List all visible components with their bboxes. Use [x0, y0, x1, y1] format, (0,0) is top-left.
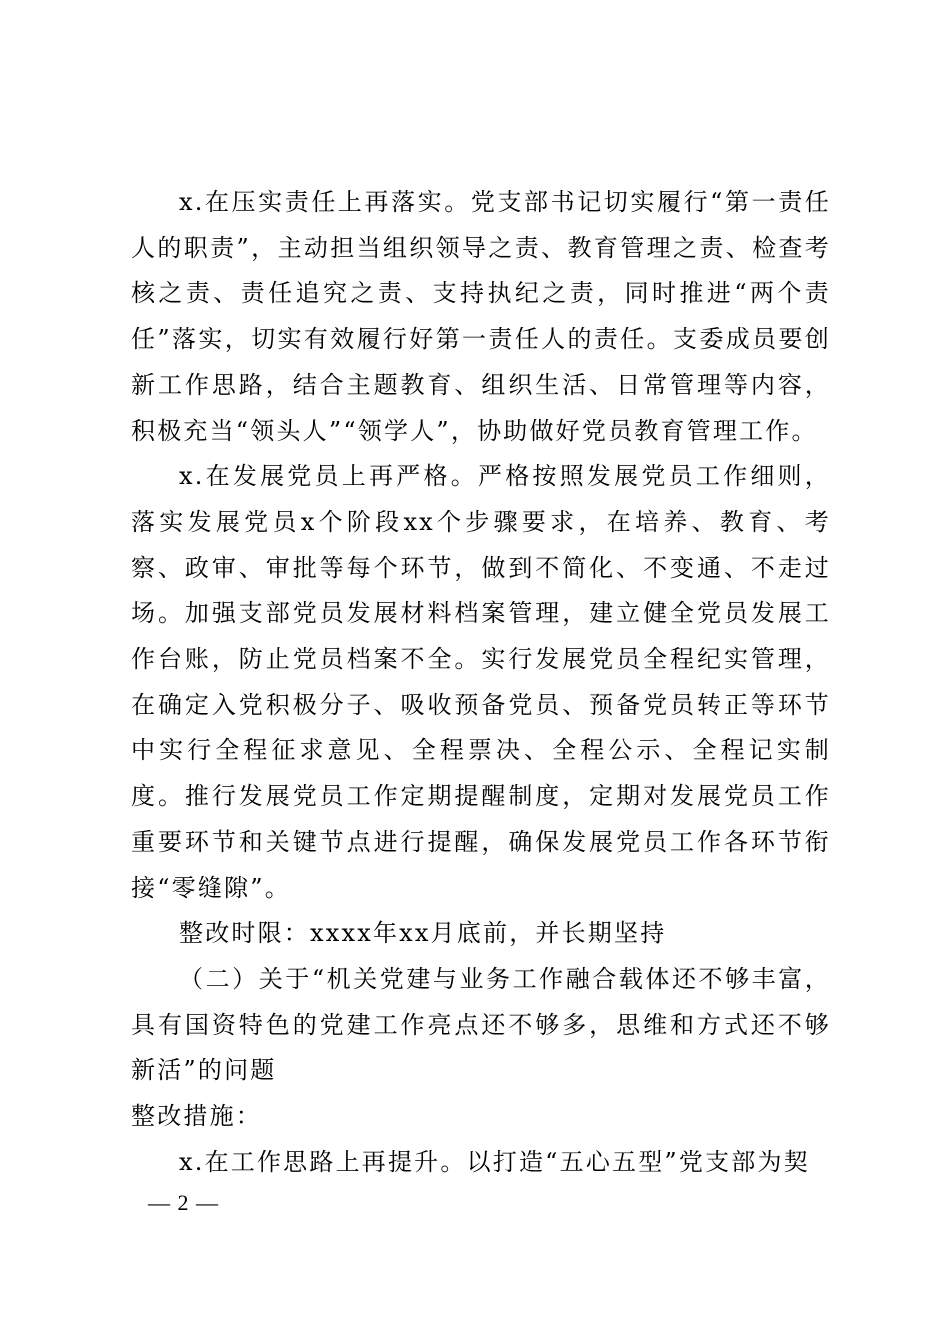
paragraph-work-ideas: x.在工作思路上再提升。以打造“五心五型”党支部为契 [179, 1147, 810, 1176]
paragraph-measures-label: 整改措施： [131, 1102, 262, 1131]
paragraph-member-development: x.在发展党员上再严格。严格按照发展党员工作细则，落实发展党员x个阶段xx个步骤要求，在培养、教育、考察、政审、审批等每个环节，做到不简化、不变通、不走过场。加强支部党员发展材料档案管理，建立健全党员发展工作台账，防止党员档案不全。实行发展党员全程纪实管理，在确定入党积极分子、吸收预备党员、预备党员转正等环节中实行全程征求意见、全程票决、全程公示、全程记实制度。推行发展党员工作定期提醒制度，定期对发展党员工作重要环节和关键节点进行提醒，确保发展党员工作各环节衔接“零缝隙”。 [131, 462, 831, 902]
page-number: — 2 — [148, 1190, 219, 1215]
paragraph-deadline: 整改时限：xxxx年xx月底前，并长期坚持 [179, 919, 667, 948]
paragraph-responsibility: x.在压实责任上再落实。党支部书记切实履行“第一责任人的职责”，主动担当组织领导之责、教育管理之责、检查考核之责、责任追究之责、支持执纪之责，同时推进“两个责任”落实，切实有效履行好第一责任人的责任。支委成员要创新工作思路，结合主题教育、组织生活、日常管理等内容，积极充当“领头人”“领学人”，协助做好党员教育管理工作。 [131, 188, 831, 445]
section-heading-issue-two: （二）关于“机关党建与业务工作融合载体还不够丰富，具有国资特色的党建工作亮点还不够多，思维和方式还不够新活”的问题 [131, 964, 831, 1085]
document-body [131, 180, 831, 1185]
